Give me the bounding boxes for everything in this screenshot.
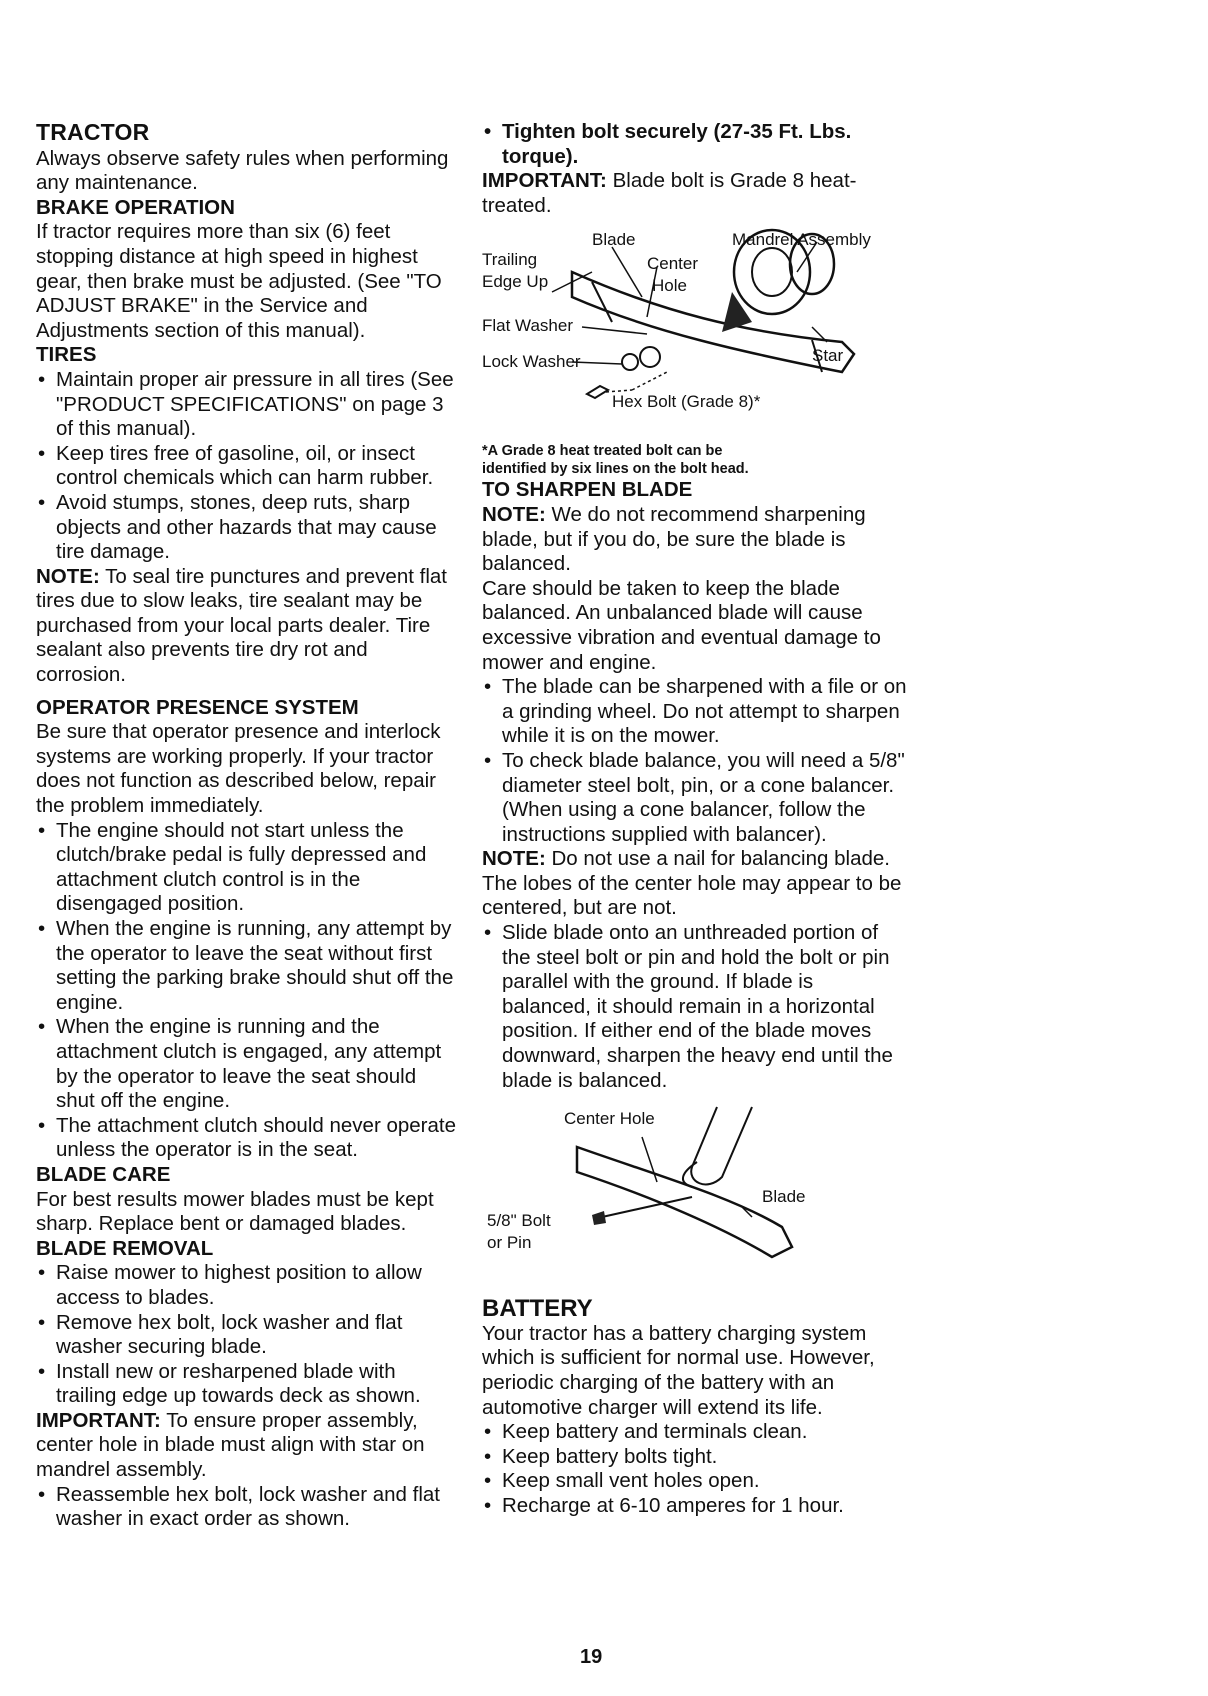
blade-removal-list-2 bbox=[36, 1483, 456, 1532]
note-text: To seal tire punctures and prevent flat tires due to slow leaks, tire sealant may be purchased from your local parts dealer. Tire sealant also prevents tire dry rot and corrosion. bbox=[36, 564, 447, 687]
tractor-heading: TRACTOR bbox=[36, 119, 150, 145]
fig-label-lock-washer: Lock Washer bbox=[482, 352, 581, 372]
list-item: • Slide blade onto an unthreaded portion of the steel bolt or pin and hold the bolt or pin parallel with the ground. If blade is balanced, it should remain in a horizontal position. If either end of the blade moves downward, sharpen the heavy end until the blade is balanced. bbox=[482, 921, 907, 1093]
tires-list bbox=[36, 368, 456, 565]
blade-removal-list bbox=[36, 1261, 456, 1409]
list-item: • Raise mower to highest position to allow access to blades. bbox=[36, 1261, 456, 1310]
list-item: • Maintain proper air pressure in all tires (See "PRODUCT SPECIFICATIONS" on page 3 of this manual). bbox=[36, 368, 456, 442]
tractor-intro: Always observe safety rules when performing any maintenance. bbox=[36, 146, 449, 195]
fig-label-edge-up: Edge Up bbox=[482, 272, 549, 292]
blade-assembly-figure bbox=[482, 222, 907, 442]
important-text: Blade bolt is Grade 8 heat-treated. bbox=[482, 169, 857, 217]
sharpen-note bbox=[482, 503, 907, 577]
sharpen-list bbox=[482, 675, 907, 847]
right-column bbox=[482, 120, 907, 1519]
list-item: • When the engine is running and the attachment clutch is engaged, any attempt by the operator to leave the seat should shut off the engine. bbox=[36, 1015, 456, 1113]
list-item: • The attachment clutch should never operate unless the operator is in the seat. bbox=[36, 1114, 456, 1163]
brake-heading: BRAKE OPERATION bbox=[36, 195, 235, 219]
sharpen-text: Care should be taken to keep the blade balanced. An unbalanced blade will cause excessive vibration and eventual damage to mower and engine. bbox=[482, 576, 881, 674]
list-item: • The blade can be sharpened with a file or on a grinding wheel. Do not attempt to sharpen while it is on the mower. bbox=[482, 675, 907, 749]
tires-heading: TIRES bbox=[36, 343, 97, 367]
balance-drawing bbox=[482, 1097, 907, 1287]
footnote-line: identified by six lines on the bolt head. bbox=[482, 461, 749, 478]
battery-text: Your tractor has a battery charging system which is sufficient for normal use. However, periodic charging of the battery with an automotive charger will extend its life. bbox=[482, 1321, 875, 1419]
note-label: NOTE: bbox=[36, 564, 100, 588]
sharpen-heading: TO SHARPEN BLADE bbox=[482, 478, 693, 502]
list-item: • When the engine is running, any attempt by the operator to leave the seat without first setting the parking brake should shut off the engine. bbox=[36, 917, 456, 1015]
list-item: • Remove hex bolt, lock washer and flat washer securing blade. bbox=[36, 1311, 456, 1360]
fig-label-mandrel: Mandrel Assembly bbox=[732, 230, 871, 250]
important-text: To ensure proper assembly, center hole in blade must align with star on mandrel assembly. bbox=[36, 1408, 425, 1482]
torque-list bbox=[482, 120, 907, 169]
fig-label-center: Center bbox=[647, 254, 699, 274]
list-item: • Keep small vent holes open. bbox=[482, 1469, 907, 1494]
battery-heading: BATTERY bbox=[482, 1295, 593, 1323]
ops-text: Be sure that operator presence and interlock systems are working properly. If your tractor does not function as described below, repair the problem immediately. bbox=[36, 720, 441, 818]
blade-care-text: For best results mower blades must be kept sharp. Replace bent or damaged blades. bbox=[36, 1187, 434, 1236]
battery-list bbox=[482, 1420, 907, 1518]
note-label: NOTE: bbox=[482, 502, 546, 526]
list-item: • Install new or resharpened blade with trailing edge up towards deck as shown. bbox=[36, 1360, 456, 1409]
list-item: • Keep tires free of gasoline, oil, or insect control chemicals which can harm rubber. bbox=[36, 442, 456, 491]
note-text: We do not recommend sharpening blade, but if you do, be sure the blade is balanced. bbox=[482, 502, 866, 576]
blade-removal-important bbox=[36, 1409, 456, 1483]
fig-label-blade: Blade bbox=[592, 230, 636, 250]
ops-list bbox=[36, 819, 456, 1163]
note-text: Do not use a nail for balancing blade. The lobes of the center hole may appear to be centered, but are not. bbox=[482, 847, 902, 920]
note-label: NOTE: bbox=[482, 847, 546, 871]
fig-label-hole: Hole bbox=[652, 276, 687, 296]
fig-label-trailing: Trailing bbox=[482, 250, 538, 270]
grade8-footnote bbox=[482, 442, 907, 478]
list-item: • Keep battery bolts tight. bbox=[482, 1445, 907, 1470]
fig-label-bolt: 5/8" Bolt bbox=[487, 1211, 551, 1231]
fig-label-star: Star bbox=[812, 346, 844, 366]
fig-label-center-hole: Center Hole bbox=[564, 1109, 655, 1129]
sharpen-list-2 bbox=[482, 921, 907, 1093]
list-item: • Keep battery and terminals clean. bbox=[482, 1420, 907, 1445]
blade-removal-heading: BLADE REMOVAL bbox=[36, 1236, 214, 1260]
list-item: • Avoid stumps, stones, deep ruts, sharp objects and other hazards that may cause tire damage. bbox=[36, 491, 456, 565]
list-item: • To check blade balance, you will need a 5/8" diameter steel bolt, pin, or a cone balancer. (When using a cone balancer, follow the instructions supplied with balancer). bbox=[482, 749, 907, 847]
grade-important bbox=[482, 169, 907, 218]
important-label: IMPORTANT: bbox=[482, 169, 607, 193]
list-item: • The engine should not start unless the clutch/brake pedal is fully depressed and attachment clutch control is in the disengaged position. bbox=[36, 819, 456, 917]
page-number: 19 bbox=[580, 1646, 603, 1668]
list-item: • Tighten bolt securely (27-35 Ft. Lbs. torque). bbox=[482, 120, 907, 169]
fig-label-hex-bolt: Hex Bolt (Grade 8)* bbox=[612, 392, 761, 412]
brake-text: If tractor requires more than six (6) feet stopping distance at high speed in highest gear, then brake must be adjusted. (See "TO ADJUST BRAKE" in the Service and Adjustments section of this manual). bbox=[36, 220, 442, 342]
list-item: • Reassemble hex bolt, lock washer and flat washer in exact order as shown. bbox=[36, 1483, 456, 1532]
ops-heading: OPERATOR PRESENCE SYSTEM bbox=[36, 695, 359, 719]
footnote-line: *A Grade 8 heat treated bolt can be bbox=[482, 443, 723, 460]
important-label: IMPORTANT: bbox=[36, 1408, 161, 1432]
fig-label-blade: Blade bbox=[762, 1187, 806, 1207]
balance-figure bbox=[482, 1097, 907, 1287]
left-column bbox=[36, 120, 456, 1532]
list-item: • Recharge at 6-10 amperes for 1 hour. bbox=[482, 1494, 907, 1519]
fig-label-or-pin: or Pin bbox=[487, 1233, 532, 1253]
tires-note bbox=[36, 565, 456, 688]
blade-care-heading: BLADE CARE bbox=[36, 1162, 171, 1186]
sharpen-note-2 bbox=[482, 847, 907, 921]
fig-label-flat-washer: Flat Washer bbox=[482, 316, 574, 336]
